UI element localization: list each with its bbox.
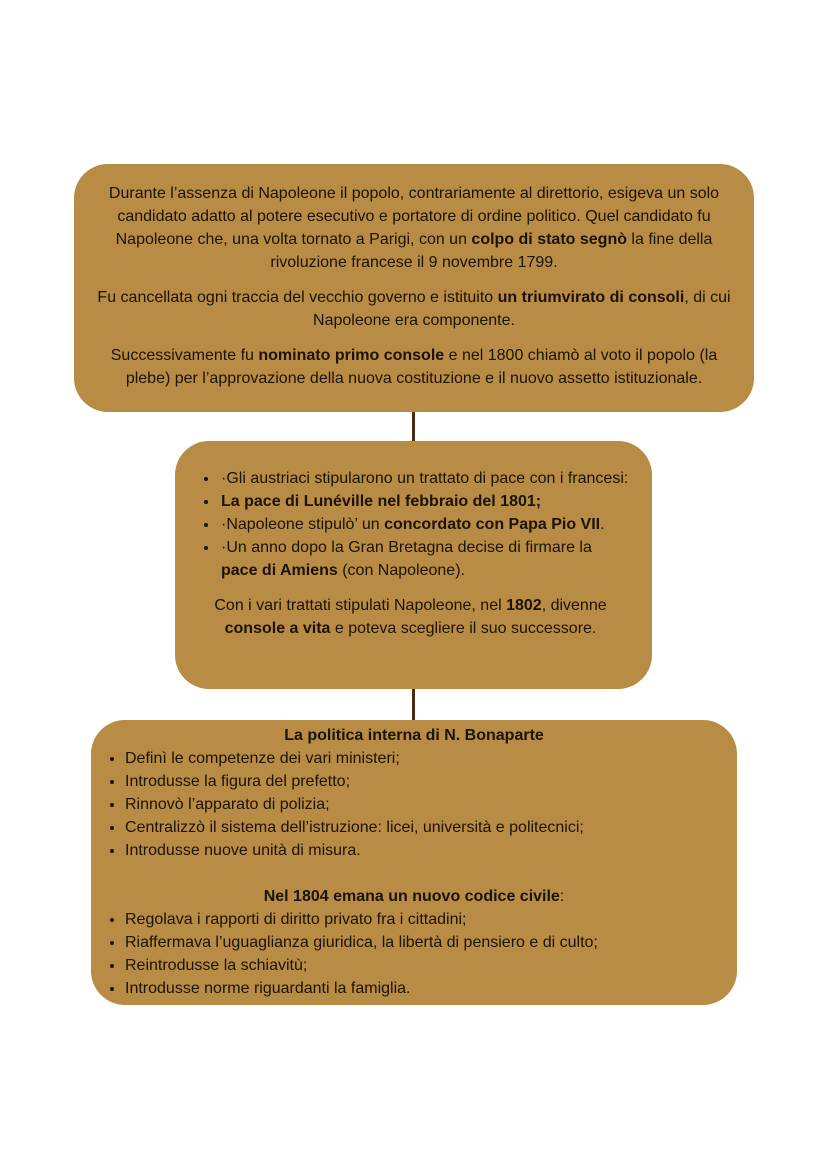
- treaties-list: [189, 467, 632, 582]
- connector-line-1: [412, 412, 415, 441]
- internal-policy-list: [105, 747, 723, 862]
- triumvirate-paragraph: Fu cancellata ogni traccia del vecchio governo e istituito un triumvirato di consoli, di cui Napoleone era componente.: [97, 289, 731, 329]
- list-item: • Reintrodusse la schiavitù;: [125, 954, 723, 977]
- internal-policy-heading: La politica interna di N. Bonaparte: [284, 727, 544, 744]
- coup-paragraph: Durante l’assenza di Napoleone il popolo, contrariamente al direttorio, esigeva un solo candidato adatto al potere esecutivo e portatore di ordine politico. Quel candidato fu Napoleone che, una volta tornato a Parigi, con un colpo di stato segnò la fine della rivoluzione francese il 9 novembre 1799.: [108, 185, 720, 271]
- list-item: • Introdusse la figura del prefetto;: [125, 770, 723, 793]
- list-item: • ·Gli austriaci stipularono un trattato di pace con i francesi:: [219, 467, 632, 490]
- triumvirate-highlight: un triumvirato di consoli: [497, 289, 685, 306]
- list-item: • Introdusse norme riguardanti la famiglia.: [125, 977, 723, 1000]
- treaties-box: [175, 441, 652, 689]
- list-item: • ·Napoleone stipulò’ un concordato con Papa Pio VII.: [219, 513, 632, 536]
- list-item: • La pace di Lunéville nel febbraio del 1801;: [219, 490, 632, 513]
- civil-code-heading: Nel 1804 emana un nuovo codice civile:: [263, 888, 565, 905]
- first-consul-highlight: nominato primo console: [258, 347, 445, 364]
- list-item: • Rinnovò l’apparato di polizia;: [125, 793, 723, 816]
- list-item: • Centralizzò il sistema dell’istruzione: licei, università e politecnici;: [125, 816, 723, 839]
- list-item: • Riaffermava l’uguaglianza giuridica, la libertà di pensiero e di culto;: [125, 931, 723, 954]
- connector-line-2: [412, 689, 415, 720]
- list-item: • Introdusse nuove unità di misura.: [125, 839, 723, 862]
- list-item: • Regolava i rapporti di diritto privato fra i cittadini;: [125, 908, 723, 931]
- consul-for-life-paragraph: Con i vari trattati stipulati Napoleone, nel 1802, divenne console a vita e poteva scegliere il suo successore.: [214, 597, 607, 637]
- coup-highlight: colpo di stato segnò: [471, 231, 627, 248]
- list-item: • Definì le competenze dei vari ministeri;: [125, 747, 723, 770]
- internal-policy-box: [91, 720, 737, 1005]
- first-consul-paragraph: Successivamente fu nominato primo console e nel 1800 chiamò al voto il popolo (la plebe) per l’approvazione della nuova costituzione e il nuovo assetto istituzionale.: [110, 347, 718, 387]
- list-item: • ·Un anno dopo la Gran Bretagna decise di firmare la pace di Amiens (con Napoleone).: [219, 536, 632, 582]
- civil-code-list: [105, 908, 723, 1000]
- coup-summary-box: [74, 164, 754, 412]
